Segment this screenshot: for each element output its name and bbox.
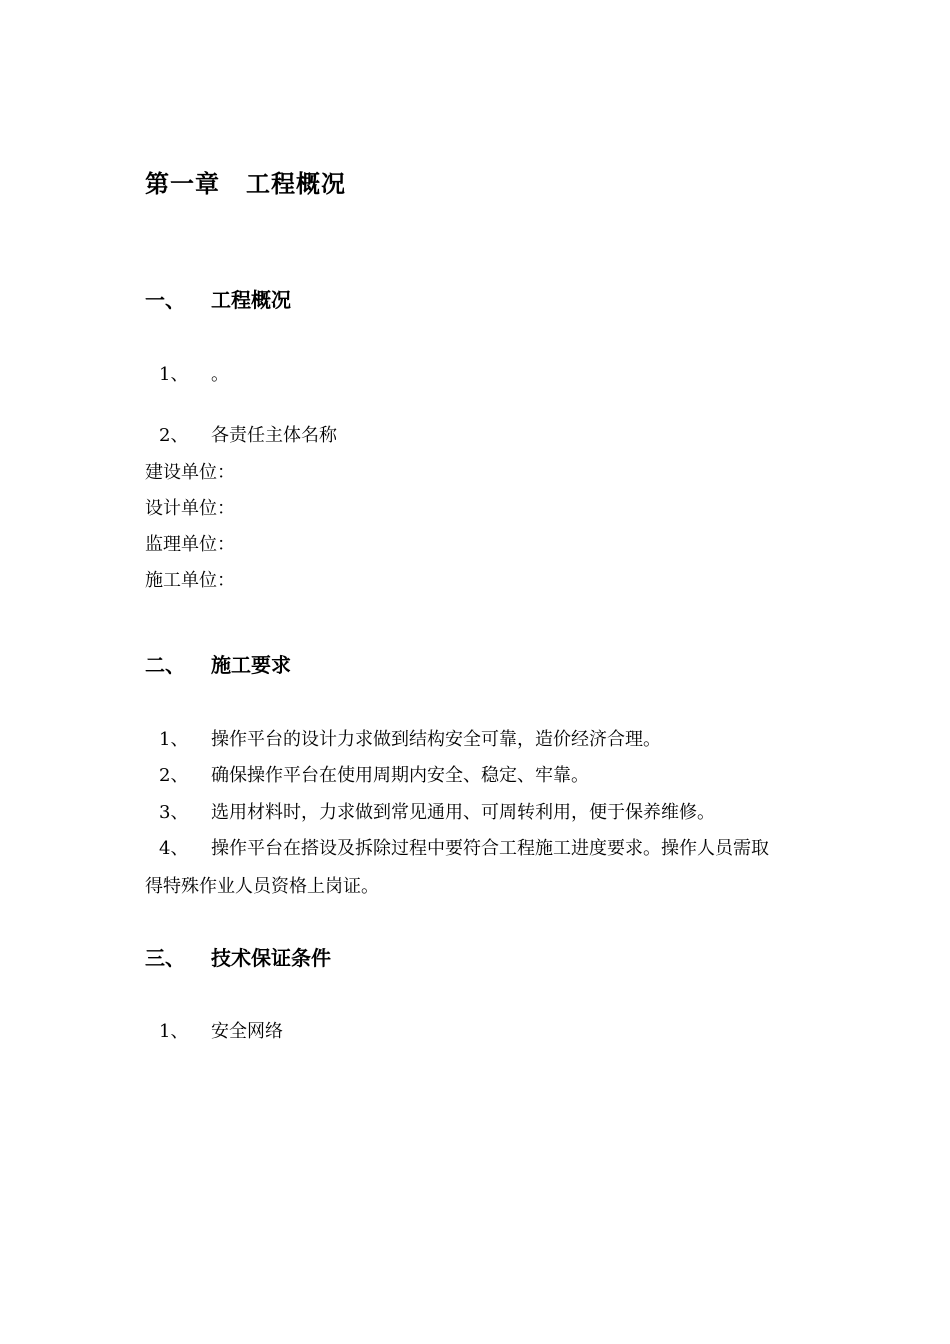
section-1-title: 工程概况 xyxy=(211,288,291,312)
section-2-item-4-number: 4、 xyxy=(159,838,189,859)
section-1-item-2-text: 各责任主体名称 xyxy=(211,425,337,446)
section-1-item-1-text: 。 xyxy=(211,364,229,385)
unit-supervision: 监理单位： xyxy=(145,534,235,555)
section-3-item-1-text: 安全网络 xyxy=(211,1021,283,1042)
unit-design: 设计单位： xyxy=(145,498,235,519)
section-2-item-3-number: 3、 xyxy=(159,802,189,823)
section-1-item-1-number: 1、 xyxy=(159,364,189,385)
section-2-number: 二、 xyxy=(145,653,185,677)
section-2-item-4-text: 操作平台在搭设及拆除过程中要符合工程施工进度要求。操作人员需取 xyxy=(211,838,769,859)
unit-construction: 建设单位： xyxy=(145,462,235,483)
section-1-item-2-number: 2、 xyxy=(159,425,189,446)
section-2-item-3-text: 选用材料时，力求做到常见通用、可周转利用，便于保养维修。 xyxy=(211,802,715,823)
section-2-title: 施工要求 xyxy=(211,653,291,677)
section-3-number: 三、 xyxy=(145,946,185,970)
section-2-item-1-number: 1、 xyxy=(159,729,189,750)
chapter-title: 工程概况 xyxy=(246,169,346,198)
chapter-heading xyxy=(145,164,346,199)
section-2-item-1-text: 操作平台的设计力求做到结构安全可靠，造价经济合理。 xyxy=(211,729,661,750)
section-2-item-4-continuation: 得特殊作业人员资格上岗证。 xyxy=(145,876,379,897)
section-3-item-1-number: 1、 xyxy=(159,1021,189,1042)
chapter-number: 第一章 xyxy=(145,169,220,198)
section-2-item-2-number: 2、 xyxy=(159,765,189,786)
unit-contractor: 施工单位： xyxy=(145,570,235,591)
section-3-title: 技术保证条件 xyxy=(211,946,331,970)
section-1-number: 一、 xyxy=(145,288,185,312)
section-2-item-2-text: 确保操作平台在使用周期内安全、稳定、牢靠。 xyxy=(211,765,589,786)
